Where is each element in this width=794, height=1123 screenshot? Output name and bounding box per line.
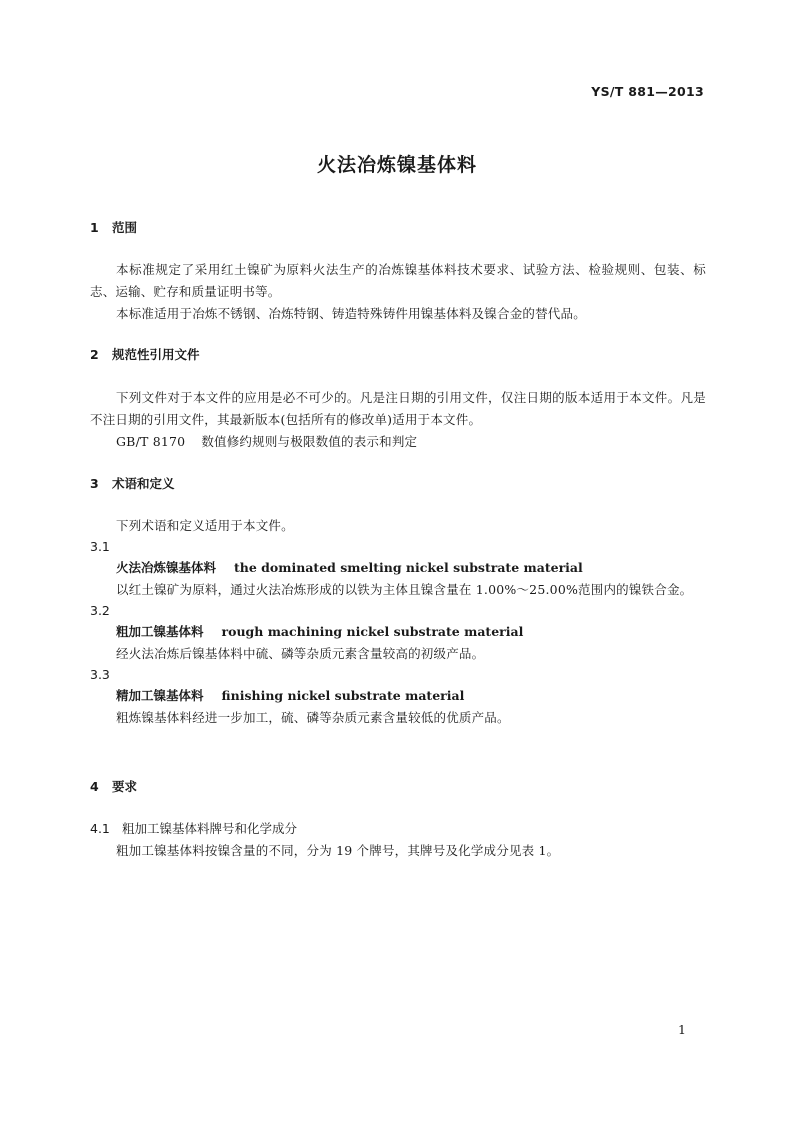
term-entry [90, 685, 706, 707]
subsection-number: 4.1 [90, 821, 110, 836]
term-definition: 以红土镍矿为原料，通过火法冶炼形成的以铁为主体且镍含量在 1.00%～25.00%范围内的镍铁合金。 [116, 582, 693, 597]
term-chinese: 精加工镍基体料 [116, 688, 204, 703]
document-title: 火法冶炼镍基体料 [316, 154, 477, 176]
page-number: 1 [678, 1022, 686, 1037]
section-terms-body [90, 515, 706, 729]
section-terms [90, 474, 706, 494]
subsection-heading [90, 818, 706, 840]
standard-code: YS/T 881—2013 [591, 84, 704, 99]
term-definition: 经火法冶炼后镍基体料中硫、磷等杂质元素含量较高的初级产品。 [116, 646, 485, 661]
section-number: 2 [90, 347, 99, 362]
section-scope-body [90, 259, 706, 325]
term-number: 3.1 [90, 539, 110, 554]
section-heading [90, 777, 706, 797]
term-english: rough machining nickel substrate material [221, 624, 524, 639]
section-number: 4 [90, 779, 99, 794]
term-english: finishing nickel substrate material [221, 688, 465, 703]
paragraph: 本标准适用于冶炼不锈钢、冶炼特钢、铸造特殊铸件用镍基体料及镍合金的替代品。 [116, 306, 586, 321]
term-number: 3.2 [90, 603, 110, 618]
reference-entry [90, 431, 706, 453]
paragraph: 下列术语和定义适用于本文件。 [116, 518, 294, 533]
section-title: 规范性引用文件 [112, 347, 200, 362]
reference-code: GB/T 8170 [116, 434, 186, 449]
reference-title: 数值修约规则与极限数值的表示和判定 [201, 434, 418, 449]
section-normative-references [90, 345, 706, 365]
term-chinese: 粗加工镍基体料 [116, 624, 204, 639]
section-heading [90, 218, 706, 238]
section-number: 1 [90, 220, 99, 235]
section-scope [90, 218, 706, 238]
paragraph: 本标准规定了采用红土镍矿为原料火法生产的冶炼镍基体料技术要求、试验方法、检验规则、包装、标志、运输、贮存和质量证明书等。 [90, 262, 706, 299]
section-heading [90, 474, 706, 494]
subsection-title: 粗加工镍基体料牌号和化学成分 [122, 821, 298, 836]
section-title: 要求 [112, 779, 138, 794]
section-title: 术语和定义 [112, 476, 175, 491]
section-heading [90, 345, 706, 365]
section-title: 范围 [112, 220, 138, 235]
section-requirements-body [90, 818, 706, 862]
term-chinese: 火法冶炼镍基体料 [116, 560, 217, 575]
term-definition: 粗炼镍基体料经进一步加工，硫、磷等杂质元素含量较低的优质产品。 [116, 710, 510, 725]
paragraph: 粗加工镍基体料按镍含量的不同，分为 19 个牌号，其牌号及化学成分见表 1。 [116, 843, 560, 858]
term-entry [90, 557, 706, 579]
term-number: 3.3 [90, 667, 110, 682]
term-entry [90, 621, 706, 643]
section-number: 3 [90, 476, 99, 491]
term-english: the dominated smelting nickel substrate material [234, 560, 583, 575]
paragraph: 下列文件对于本文件的应用是必不可少的。凡是注日期的引用文件，仅注日期的版本适用于本文件。凡是不注日期的引用文件，其最新版本(包括所有的修改单)适用于本文件。 [90, 390, 706, 427]
section-normative-references-body [90, 387, 706, 453]
section-requirements [90, 777, 706, 797]
